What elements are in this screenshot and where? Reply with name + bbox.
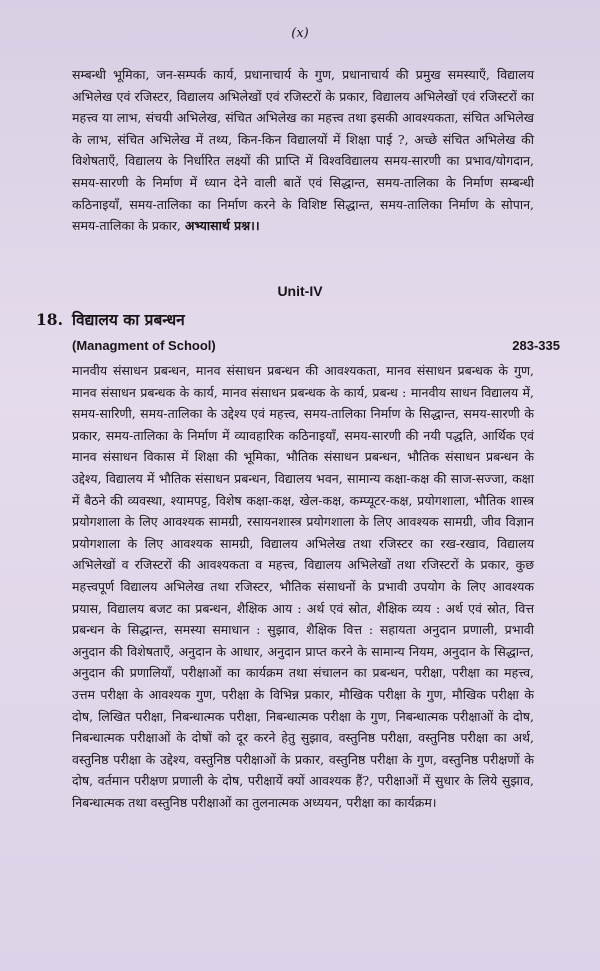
chapter-contents-paragraph: मानवीय संसाधन प्रबन्धन, मानव संसाधन प्रबन्धन की आवश्यकता, मानव संसाधन प्रबन्धक के गुण, मानव संसाधन प्रबन्धक के कार्य, मानव संसाधन प्रबन्धक के कार्य, प्रबन्ध : मानवीय साधन विद्यालय में, समय-सारिणी, समय-तालिका के उद्देश्य एवं महत्त्व, समय-तालिका निर्माण के सिद्धान्त, समय-सारणी के प्रकार, समय-तालिका के निर्माण में व्यावहारिक कठिनाइयाँ, समय-सारणी की नयी पद्धति, आर्थिक एवं मानव संसाधन विकास में शिक्षा की भूमिका, भौतिक संसाधन प्रबन्धन, भौतिक संसाधन प्रबन्धन के उद्देश्य, विद्यालय में भौतिक संसाधन प्रबन्धन, विद्यालय भवन, सामान्य कक्षा-कक्ष की साज-सज्जा, कक्षा में बैठने की व्यवस्था, श्यामपट्ट, विशेष कक्षा-कक्ष, खेल-कक्ष, कम्प्यूटर-कक्ष, प्रयोगशाला, भौतिक शास्त्र प्रयोगशाला के लिए आवश्यक सामग्री, रसायनशास्त्र प्रयोगशाला के लिए आवश्यक सामग्री, जीव विज्ञान प्रयोगशाला के लिए आवश्यक सामग्री, विद्यालय अभिलेख तथा रजिस्टर का रख-रखाव, विद्यालय अभिलेखों व रजिस्टरों की आवश्यकता व महत्त्व, विद्यालय अभिलेखों तथा रजिस्टरों के प्रकार, कुछ महत्त्वपूर्ण विद्यालय अभिलेख तथा रजिस्टर, भौतिक संसाधनों के प्रभावी उपयोग के लिए आवश्यक प्रयास, विद्यालय बजट का प्रबन्धन, शैक्षिक आय : अर्थ एवं स्रोत, शैक्षिक व्यय : अर्थ एवं स्रोत, वित्त प्रबन्धन के सिद्धान्त, समस्या समाधान : सुझाव, शैक्षिक वित्त : सहायता अनुदान प्रणाली, प्रभावी अनुदान की विशेषताएँ, अनुदान के आधार, अनुदान प्राप्त करने के सामान्य नियम, अनुदान के सिद्धान्त, अनुदान की प्रणालियाँ, परीक्षाओं का कार्यक्रम तथा संचालन का प्रबन्धन, परीक्षा, परीक्षा का महत्त्व, उत्तम परीक्षा के आवश्यक गुण, परीक्षा के विभिन्न प्रकार, मौखिक परीक्षा के गुण, मौखिक परीक्षा के दोष, लिखित परीक्षा, निबन्धात्मक परीक्षा, निबन्धात्मक परीक्षा के गुण, निबन्धात्मक परीक्षाओं के दोष, निबन्धात्मक परीक्षाओं के दोषों को दूर करने हेतु सुझाव, वस्तुनिष्ठ परीक्षा, वस्तुनिष्ठ परीक्षा का अर्थ, वस्तुनिष्ठ परीक्षा के उद्देश्य, वस्तुनिष्ठ परीक्षाओं के प्रकार, वस्तुनिष्ठ परीक्षा के गुण, वस्तुनिष्ठ परीक्षणों के दोष, वर्तमान परीक्षण प्रणाली के दोष, परीक्षायें क्यों आवश्यक हैं?, परीक्षाओं में सुधार के लिये सुझाव, निबन्धात्मक तथा वस्तुनिष्ठ परीक्षाओं का तुलनात्मक अध्ययन, परीक्षा का कार्यक्रम। — [72, 363, 534, 810]
page-folio: (x) — [291, 26, 309, 41]
chapter-page-range: 283-335 — [512, 338, 560, 353]
exercise-questions-label: अभ्यासार्थ प्रश्न।। — [184, 218, 260, 234]
chapter-subtitle: (Managment of School) — [72, 338, 216, 353]
intro-paragraph — [72, 64, 534, 237]
chapter-title: विद्यालय का प्रबन्धन — [72, 310, 185, 329]
chapter-heading — [36, 308, 185, 330]
chapter-number: 18. — [36, 310, 63, 329]
unit-heading: Unit-IV — [277, 283, 323, 299]
chapter-subheading-row — [72, 338, 560, 353]
intro-text: सम्बन्धी भूमिका, जन-सम्पर्क कार्य, प्रधानाचार्य के गुण, प्रधानाचार्य की प्रमुख समस्याएँ, विद्यालय अभिलेख एवं रजिस्टर, विद्यालय अभिलेखों एवं रजिस्टरों के प्रकार, विद्यालय अभिलेखों एवं रजिस्टरों का महत्त्व या लाभ, संचयी अभिलेख, संचित अभिलेख का महत्त्व तथा इसकी आवश्यकता, संचित अभिलेख के लाभ, संचित अभिलेख में तथ्य, किन-किन विद्यालयों में शिक्षा पाई ?, अच्छे संचित अभिलेख की विशेषताएँ, विद्यालय के निर्धारित लक्ष्यों की प्राप्ति में विश्वविद्यालय समय-सारणी का प्रभाव/योगदान, समय-सारणी के निर्माण में ध्यान देने वाली बातें एवं सिद्धान्त, समय-तालिका के निर्माण सम्बन्धी कठिनाइयाँ, समय-तालिका का निर्माण करने के विशिष्ट सिद्धान्त, समय-तालिका निर्माण के सोपान, समय-तालिका के प्रकार, — [72, 67, 534, 234]
